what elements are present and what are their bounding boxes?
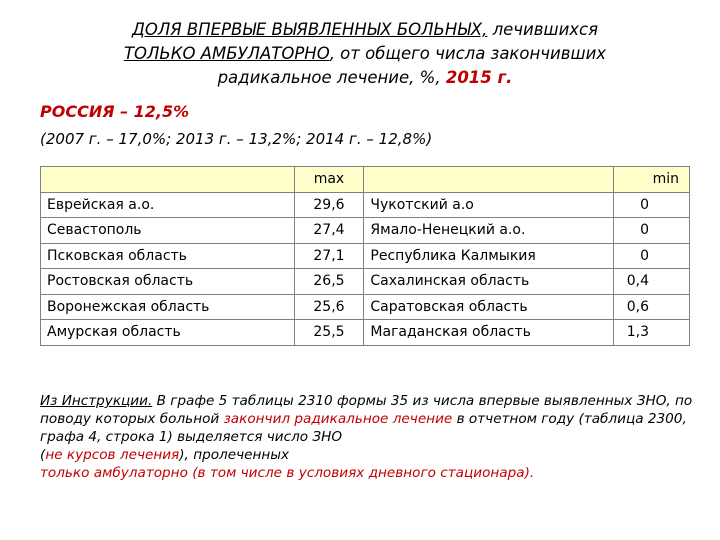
note-source: Из Инструкции.: [40, 393, 153, 409]
title-line2-underlined: ТОЛЬКО АМБУЛАТОРНО: [123, 44, 330, 63]
note-text: ), пролеченных: [179, 447, 290, 463]
min-value: 0,6: [614, 294, 690, 320]
title-line1-rest: лечившихся: [487, 20, 599, 39]
max-header: max: [294, 167, 364, 193]
min-region: Магаданская область: [364, 320, 614, 346]
min-value: 0: [614, 218, 690, 244]
min-header: min: [614, 167, 690, 193]
table-row: [41, 294, 690, 320]
header-empty-cell: [41, 167, 295, 193]
header-empty-cell: [364, 167, 614, 193]
max-value: 27,4: [294, 218, 364, 244]
max-region: Ростовская область: [41, 269, 295, 295]
previous-years: (2007 г. – 17,0%; 2013 г. – 13,2%; 2014 г. – 12,8%): [40, 130, 433, 148]
max-region: Еврейская а.о.: [41, 192, 295, 218]
max-region: Воронежская область: [41, 294, 295, 320]
note-highlight: только амбулаторно (в том числе в условиях дневного стационара).: [40, 465, 535, 481]
min-region: Чукотский а.о: [364, 192, 614, 218]
table-row: [41, 269, 690, 295]
min-value: 0: [614, 243, 690, 269]
title-year: 2015 г.: [445, 68, 513, 87]
min-region: Саратовская область: [364, 294, 614, 320]
regions-table: [40, 166, 690, 346]
max-region: Севастополь: [41, 218, 295, 244]
min-region: Ямало-Ненецкий а.о.: [364, 218, 614, 244]
min-value: 0,4: [614, 269, 690, 295]
russia-total: РОССИЯ – 12,5%: [40, 102, 190, 121]
min-region: Республика Калмыкия: [364, 243, 614, 269]
instruction-note: [40, 392, 700, 482]
table-header-row: [41, 167, 690, 193]
note-text: (: [40, 447, 46, 463]
table-row: [41, 320, 690, 346]
page-title: [40, 18, 690, 90]
title-line3-start: радикальное лечение, %,: [217, 68, 446, 87]
max-region: Амурская область: [41, 320, 295, 346]
note-text: В графе 5 таблицы 2310 формы 35 из числа впервые выявленных ЗНО, по поводу которых больной: [40, 393, 693, 427]
table-row: [41, 243, 690, 269]
note-highlight: не курсов лечения: [45, 447, 180, 463]
table-row: [41, 218, 690, 244]
max-value: 27,1: [294, 243, 364, 269]
min-region: Сахалинская область: [364, 269, 614, 295]
title-line1-underlined: ДОЛЯ ВПЕРВЫЕ ВЫЯВЛЕННЫХ БОЛЬНЫХ,: [131, 20, 488, 39]
max-value: 29,6: [294, 192, 364, 218]
max-region: Псковская область: [41, 243, 295, 269]
max-value: 25,6: [294, 294, 364, 320]
title-line2-rest: , от общего числа закончивших: [329, 44, 607, 63]
note-highlight: закончил радикальное лечение: [223, 411, 453, 427]
min-value: 1,3: [614, 320, 690, 346]
note-text: в отчетном году (таблица 2300, графа 4, строка 1) выделяется число ЗНО: [40, 411, 687, 445]
max-value: 26,5: [294, 269, 364, 295]
max-value: 25,5: [294, 320, 364, 346]
min-value: 0: [614, 192, 690, 218]
table-row: [41, 192, 690, 218]
